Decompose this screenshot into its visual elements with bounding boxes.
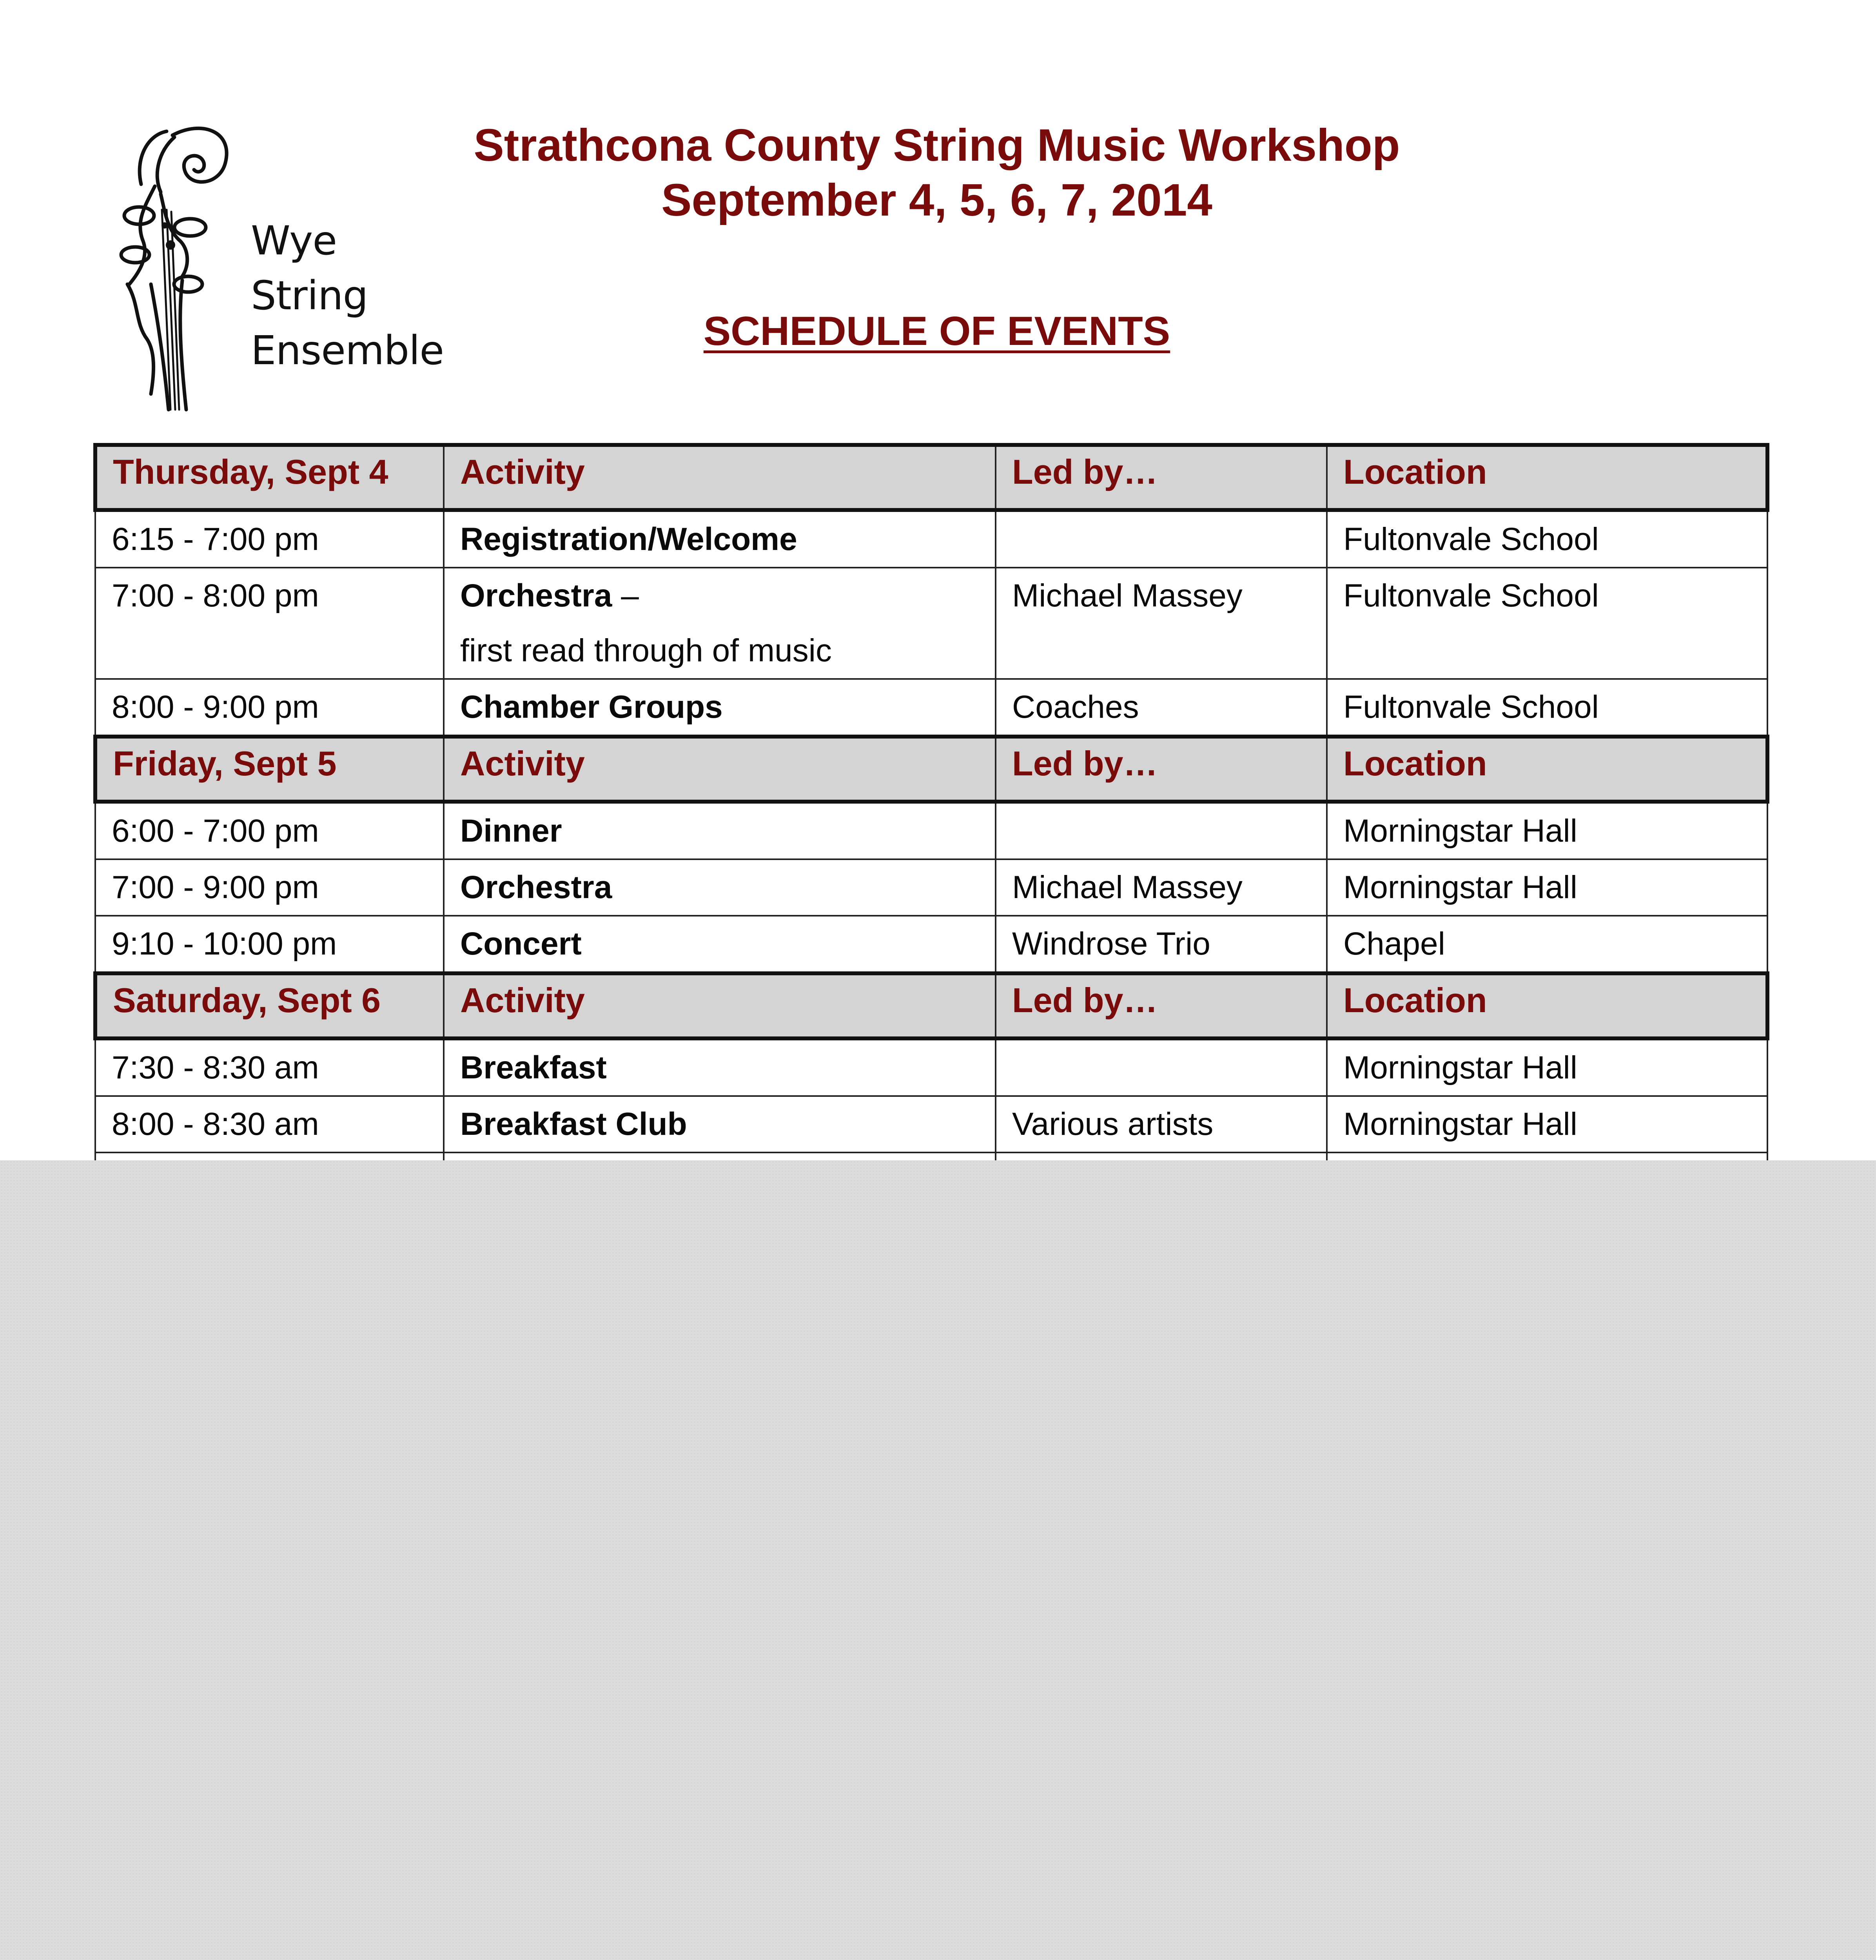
- activity-name: Registration/Welcome: [460, 521, 797, 557]
- event-activity: [444, 510, 996, 568]
- event-location: Fultonvale School: [1327, 510, 1767, 568]
- activity-note: first read through of music: [460, 633, 832, 668]
- column-header-location: Location: [1327, 737, 1767, 802]
- event-location: Morningstar Hall: [1327, 859, 1767, 916]
- activity-name: Orchestra: [460, 578, 612, 613]
- gray-overlay-region: [0, 1160, 1876, 1960]
- event-location: Fultonvale School: [1327, 568, 1767, 679]
- event-time: 7:00 - 9:00 pm: [95, 859, 444, 916]
- event-location: Morningstar Hall: [1327, 802, 1767, 859]
- event-time: 6:15 - 7:00 pm: [95, 510, 444, 568]
- table-row: [95, 916, 1767, 973]
- column-header-location: Location: [1327, 973, 1767, 1038]
- event-location: Chapel: [1327, 916, 1767, 973]
- event-led-by: Michael Massey: [996, 859, 1327, 916]
- day-label: Friday, Sept 5: [95, 737, 444, 802]
- column-header-led-by: Led by…: [996, 737, 1327, 802]
- event-time: 6:00 - 7:00 pm: [95, 802, 444, 859]
- event-dates: September 4, 5, 6, 7, 2014: [661, 174, 1212, 225]
- activity-name: Breakfast Club: [460, 1106, 687, 1142]
- table-row: [95, 1038, 1767, 1096]
- day-label: Thursday, Sept 4: [95, 445, 444, 510]
- column-header-activity: Activity: [444, 973, 996, 1038]
- column-header-location: Location: [1327, 445, 1767, 510]
- column-header-activity: Activity: [444, 737, 996, 802]
- column-header-led-by: Led by…: [996, 973, 1327, 1038]
- event-time: 7:30 - 8:30 am: [95, 1038, 444, 1096]
- event-time: 8:00 - 8:30 am: [95, 1096, 444, 1152]
- event-activity: [444, 916, 996, 973]
- column-header-activity: Activity: [444, 445, 996, 510]
- event-led-by: Michael Massey: [996, 568, 1327, 679]
- activity-name: Orchestra: [460, 869, 612, 905]
- day-header-row: [95, 973, 1767, 1038]
- day-header-row: [95, 737, 1767, 802]
- event-time: 7:00 - 8:00 pm: [95, 568, 444, 679]
- event-activity: [444, 679, 996, 737]
- activity-dash: –: [612, 578, 639, 613]
- logo-text-wye: Wye: [251, 218, 337, 264]
- activity-name: Dinner: [460, 813, 562, 849]
- event-led-by: [996, 510, 1327, 568]
- event-time: 8:00 - 9:00 pm: [95, 679, 444, 737]
- table-row: [95, 510, 1767, 568]
- event-led-by: Coaches: [996, 679, 1327, 737]
- day-label: Saturday, Sept 6: [95, 973, 444, 1038]
- table-row: [95, 802, 1767, 859]
- table-row: [95, 859, 1767, 916]
- activity-name: Concert: [460, 926, 582, 962]
- event-activity: [444, 802, 996, 859]
- day-header-row: [95, 445, 1767, 510]
- activity-name: Breakfast: [460, 1050, 607, 1085]
- event-led-by: Various artists: [996, 1096, 1327, 1152]
- event-location: Morningstar Hall: [1327, 1096, 1767, 1152]
- table-row: [95, 1096, 1767, 1152]
- schedule-heading: SCHEDULE OF EVENTS: [703, 309, 1170, 354]
- event-activity: [444, 568, 996, 679]
- table-row: [95, 568, 1767, 679]
- event-activity: [444, 1038, 996, 1096]
- event-location: Fultonvale School: [1327, 679, 1767, 737]
- logo-text-ensemble: Ensemble: [251, 327, 444, 374]
- column-header-led-by: Led by…: [996, 445, 1327, 510]
- event-activity: [444, 859, 996, 916]
- event-led-by: [996, 802, 1327, 859]
- activity-name: Chamber Groups: [460, 689, 723, 725]
- schedule-table: [93, 443, 1769, 1210]
- event-led-by: [996, 1038, 1327, 1096]
- event-time: 9:10 - 10:00 pm: [95, 916, 444, 973]
- table-row: [95, 679, 1767, 737]
- event-activity: [444, 1096, 996, 1152]
- logo-text-string: String: [251, 272, 368, 319]
- event-location: Morningstar Hall: [1327, 1038, 1767, 1096]
- event-led-by: Windrose Trio: [996, 916, 1327, 973]
- page-title: Strathcona County String Music Workshop: [474, 120, 1400, 171]
